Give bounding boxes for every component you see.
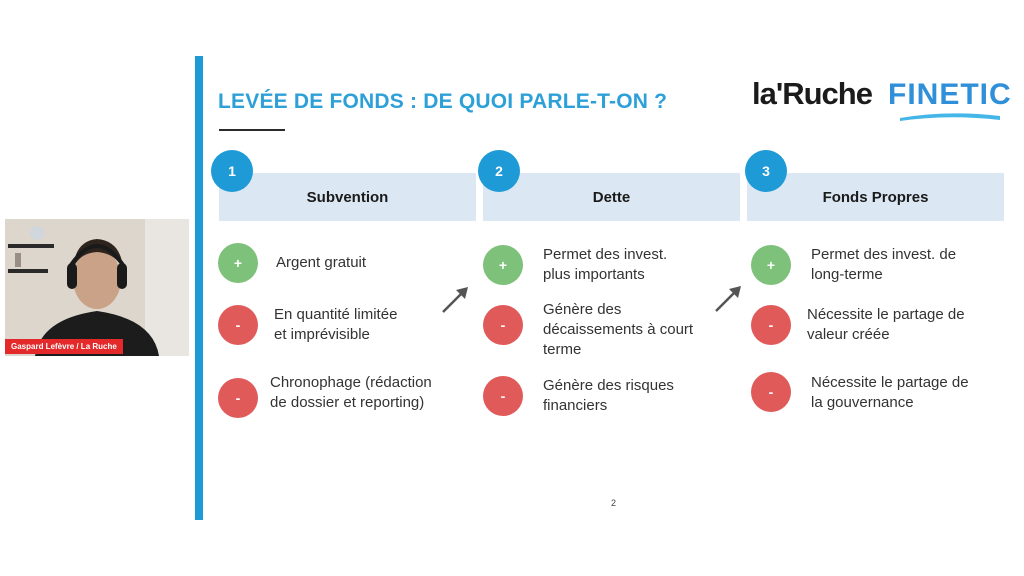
slide-accent-bar — [195, 56, 203, 520]
finetic-swoosh-icon — [898, 108, 1002, 122]
minus-icon: - — [751, 305, 791, 345]
pro-item: Argent gratuit — [276, 254, 367, 271]
con-item: Nécessite le partage de valeur créée — [807, 306, 965, 343]
con-item: Chronophage (rédaction de dossier et reporting) — [270, 374, 432, 411]
con-item: En quantité limitée et imprévisible — [274, 306, 398, 343]
presenter-video-frame — [5, 219, 189, 356]
title-underline — [219, 129, 285, 131]
minus-icon: - — [751, 372, 791, 412]
minus-icon: - — [218, 378, 258, 418]
minus-icon: - — [483, 305, 523, 345]
pro-item: Permet des invest. de long-terme — [811, 246, 957, 283]
finetic-logo: FINETIC — [888, 78, 1012, 111]
laruche-logo: la'Ruche — [752, 76, 872, 111]
arrow-up-right-icon — [440, 285, 470, 315]
column-number-badge: 2 — [478, 150, 520, 192]
con-item: Génère des risques financiers — [543, 377, 674, 414]
pro-item: Permet des invest. plus importants — [543, 246, 668, 283]
slide-page-number: 2 — [611, 498, 617, 508]
minus-icon: - — [218, 305, 258, 345]
con-item: Génère des décaissements à court terme — [543, 301, 694, 358]
column-header-dette: Dette — [483, 173, 740, 221]
con-item: Nécessite le partage de la gouvernance — [811, 374, 969, 411]
presenter-name-tag: Gaspard Lefèvre / La Ruche — [5, 339, 123, 354]
plus-icon: + — [483, 245, 523, 285]
column-number-badge: 1 — [211, 150, 253, 192]
plus-icon: + — [218, 243, 258, 283]
arrow-up-right-icon — [713, 284, 743, 314]
column-header-subvention: Subvention — [219, 173, 476, 221]
minus-icon: - — [483, 376, 523, 416]
column-number-badge: 3 — [745, 150, 787, 192]
column-header-fonds-propres: Fonds Propres — [747, 173, 1004, 221]
slide-title: LEVÉE DE FONDS : DE QUOI PARLE-T-ON ? — [218, 90, 668, 113]
plus-icon: + — [751, 245, 791, 285]
webcam-video — [5, 219, 189, 356]
